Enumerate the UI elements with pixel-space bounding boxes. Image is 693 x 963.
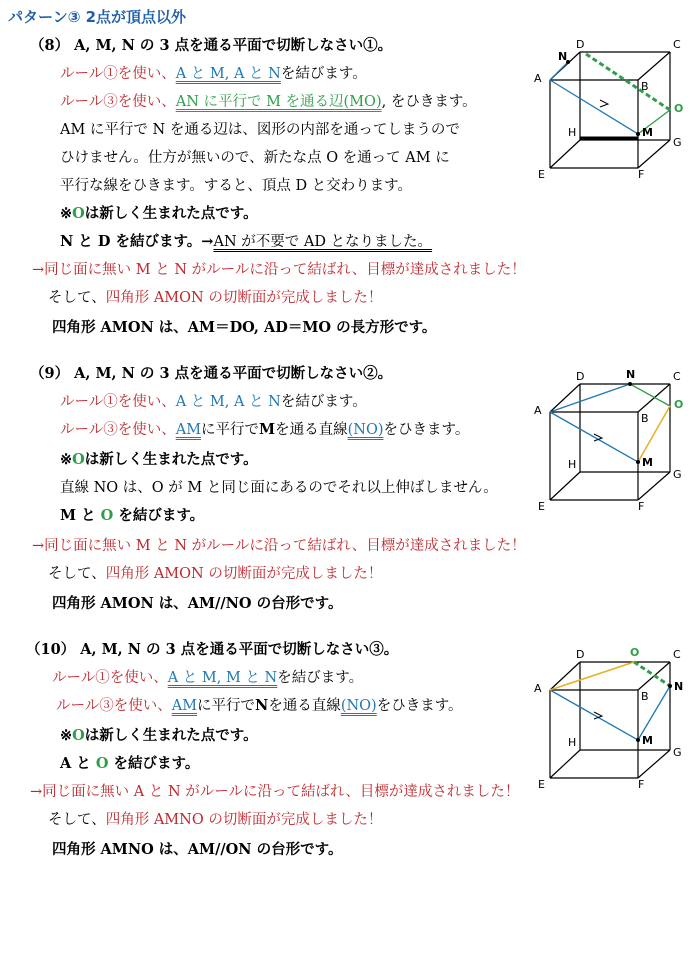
label-G: G [673,746,682,759]
label-F: F [638,168,645,180]
problem-8-text2: ひけません。仕方が無いので、新たな点 O を通って AM に [60,150,450,166]
problem-8-note [60,204,258,224]
label-C: C [673,38,681,51]
label-G: G [673,468,682,481]
rule-point: N [255,697,269,714]
problem-8-text3: 平行な線をひきます。すると、頂点 D と交わります。 [60,178,413,194]
problem-8-complete [48,288,382,308]
problem-10-complete [48,810,382,830]
rule-label: ルール③を使い、 [56,698,172,714]
label-D: D [576,370,585,383]
label-G: G [673,136,682,149]
label-O: O [674,398,684,411]
point-o: O [72,727,85,744]
rule-mid: に平行で [201,422,260,438]
note-mark: ※ [60,205,73,222]
problem-8-conclusion: 四角形 AMON は、AM＝DO, AD＝MO の長方形です。 [52,319,437,336]
label-N: N [674,680,684,693]
label-A: A [534,404,542,417]
label-F: F [638,778,645,790]
problem-9-heading: （9） A, M, N の 3 点を通る平面で切断しなさい②。 [30,365,393,382]
point-o: O [100,507,114,524]
rule-mid2: を通る直線 [275,422,348,438]
cube-diagram-9 [530,362,690,512]
label-E: E [538,778,545,790]
label-H: H [568,126,577,139]
rule-label: ルール③を使い、 [60,422,176,438]
problem-8-connect [60,232,432,252]
rule-link2[interactable]: (NO) [347,422,384,438]
problem-8-rule3 [60,92,477,112]
label-F: F [638,500,645,512]
rule-link[interactable]: AM [171,698,198,714]
rule-post: を結びます。 [280,394,367,410]
rule-blue: A と M, A と N [175,394,281,410]
problem-9-connect [60,506,204,526]
rule-post: をひきます。 [376,698,463,714]
connect-a: M と [60,507,101,524]
label-B: B [641,690,649,703]
connect-a: A と [60,755,96,772]
rule-post: を結びます。 [277,670,364,686]
label-C: C [673,370,681,383]
rule-post: を結びます。 [280,66,367,82]
problem-10-rule1 [52,668,363,688]
complete-text: 四角形 AMON の切断面が完成しました！ [105,566,383,582]
connect-b: を結びます。 [113,507,205,524]
page-title: パターン③ 2点が頂点以外 [8,8,187,26]
label-N: N [558,50,568,63]
rule-label: ルール①を使い、 [60,66,176,82]
note-text: は新しく生まれた点です。 [84,205,258,222]
rule-post: をひきます。 [383,422,470,438]
label-C: C [673,648,681,661]
problem-9-complete [48,564,382,584]
rule-label: ルール①を使い、 [52,670,168,686]
note-text: は新しく生まれた点です。 [84,727,258,744]
complete-text: 四角形 AMNO の切断面が完成しました！ [105,812,383,828]
rule-post: , をひきます。 [381,94,477,110]
point-o: O [72,205,85,222]
point-o: O [95,755,109,772]
problem-10-connect [60,754,199,774]
cube-diagram-10 [530,640,690,790]
complete-pre: そして、 [48,812,106,828]
label-O: O [630,646,640,659]
problem-9-rule3 [60,420,469,440]
label-N: N [626,368,636,381]
problem-8-heading: （8） A, M, N の 3 点を通る平面で切断しなさい①。 [30,37,393,54]
complete-pre: そして、 [48,290,106,306]
problem-8-goal: →同じ面に無い M と N がルールに沿って結ばれ、目標が達成されました！ [32,262,526,278]
cube-diagram-8 [530,30,690,180]
label-B: B [641,80,649,93]
label-E: E [538,168,545,180]
connect-text: N と D を結びます。→ [60,233,214,250]
rule-link[interactable]: A と M, M と N [167,670,278,686]
rule-mid2: を通る直線 [268,698,341,714]
label-O: O [674,102,684,115]
rule-link[interactable]: AN に平行で M を通る辺(MO) [175,94,382,110]
connect-b: を結びます。 [108,755,200,772]
rule-link[interactable]: A と M, A と N [175,66,281,82]
rule-label: ルール③を使い、 [60,94,176,110]
problem-9-rule1 [60,392,367,412]
point-o: O [72,451,85,468]
label-B: B [641,412,649,425]
label-D: D [576,648,585,661]
note-mark: ※ [60,451,73,468]
label-A: A [534,682,542,695]
problem-10-goal: →同じ面に無い A と N がルールに沿って結ばれ、目標が達成されました！ [30,784,520,800]
complete-pre: そして、 [48,566,106,582]
rule-mid: に平行で [197,698,256,714]
problem-9-conclusion: 四角形 AMON は、AM//NO の台形です。 [52,595,343,612]
problem-10-heading: （10） A, M, N の 3 点を通る平面で切断しなさい③。 [26,641,399,658]
problem-9-note [60,450,258,470]
label-M: M [642,734,653,747]
problem-9-goal: →同じ面に無い M と N がルールに沿って結ばれ、目標が達成されました！ [32,538,526,554]
problem-10-conclusion: 四角形 AMNO は、AM//ON の台形です。 [52,841,343,858]
problem-8-text1: AM に平行で N を通る辺は、図形の内部を通ってしまうので [60,122,460,138]
problem-10-rule3 [56,696,463,716]
label-M: M [642,456,653,469]
problem-8-rule1 [60,64,367,84]
label-H: H [568,458,577,471]
rule-link2[interactable]: (NO) [340,698,377,714]
label-E: E [538,500,545,512]
note-text: は新しく生まれた点です。 [84,451,258,468]
complete-text: 四角形 AMON の切断面が完成しました！ [105,290,383,306]
label-A: A [534,72,542,85]
problem-10-note [60,726,258,746]
rule-link[interactable]: AM [175,422,202,438]
rule-label: ルール①を使い、 [60,394,176,410]
label-M: M [642,126,653,139]
label-H: H [568,736,577,749]
problem-9-text: 直線 NO は、O が M と同じ面にあるのでそれ以上伸ばしません。 [60,480,498,496]
connect-result[interactable]: AN が不要で AD となりました。 [213,234,433,250]
rule-point: M [259,421,276,438]
note-mark: ※ [60,727,73,744]
label-D: D [576,38,585,51]
